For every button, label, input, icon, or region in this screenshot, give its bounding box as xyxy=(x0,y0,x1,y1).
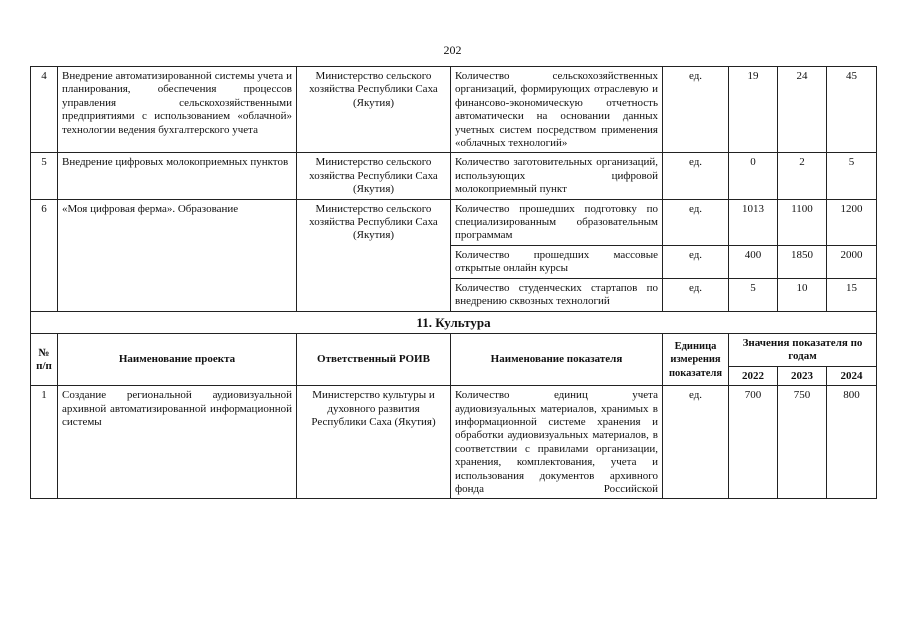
header-year-2024: 2024 xyxy=(827,366,877,385)
indicator-name: Количество прошедших подготовку по специализированным образовательным программам xyxy=(451,199,663,245)
header-roiv: Ответственный РОИВ xyxy=(297,333,451,385)
value-2022: 1013 xyxy=(729,199,778,245)
value-2023: 2 xyxy=(778,153,827,199)
value-2024: 1200 xyxy=(827,199,877,245)
table-row xyxy=(31,153,877,199)
header-unit: Единица измерения показателя xyxy=(663,333,729,385)
project-name: «Моя цифровая ферма». Образование xyxy=(58,199,297,311)
value-2024: 45 xyxy=(827,67,877,153)
value-2022: 400 xyxy=(729,245,778,278)
project-name: Внедрение автоматизированной системы учета и планирования, обеспечения процессов управления сельскохозяйственными предприятиями с использованием «облачной» технологии ведения бухгалтерского учета xyxy=(58,67,297,153)
header-indicator: Наименование показателя xyxy=(451,333,663,385)
responsible-roiv: Министерство сельского хозяйства Республики Саха (Якутия) xyxy=(297,67,451,153)
unit: ед. xyxy=(663,245,729,278)
row-number: 5 xyxy=(31,153,58,199)
row-number: 1 xyxy=(31,386,58,499)
unit: ед. xyxy=(663,67,729,153)
indicator-name: Количество сельскохозяйственных организаций, формирующих отраслевую и финансово-экономическую отчетность автоматически на основании данных учетных систем посредством применения «облачных технологий» xyxy=(451,67,663,153)
unit: ед. xyxy=(663,386,729,499)
row-number: 6 xyxy=(31,199,58,311)
unit: ед. xyxy=(663,199,729,245)
value-2023: 24 xyxy=(778,67,827,153)
unit: ед. xyxy=(663,153,729,199)
table-row xyxy=(31,386,877,499)
header-year-2023: 2023 xyxy=(778,366,827,385)
unit: ед. xyxy=(663,278,729,311)
value-2024: 15 xyxy=(827,278,877,311)
value-2024: 5 xyxy=(827,153,877,199)
section-title: 11. Культура xyxy=(31,311,877,333)
responsible-roiv: Министерство культуры и духовного развития Республики Саха (Якутия) xyxy=(297,386,451,499)
header-num: № п/п xyxy=(31,333,58,385)
value-2022: 5 xyxy=(729,278,778,311)
responsible-roiv: Министерство сельского хозяйства Республики Саха (Якутия) xyxy=(297,153,451,199)
value-2024: 2000 xyxy=(827,245,877,278)
indicator-name: Количество единиц учета аудиовизуальных материалов, хранимых в информационной системе хранения и обработки аудиовизуальных материалов, в соответствии с правилами организации, хранения, комплектования, учета и использования документов архивного фонда Российской xyxy=(451,386,663,499)
table-row xyxy=(31,67,877,153)
project-name: Создание региональной аудиовизуальной архивной автоматизированной информационной системы xyxy=(58,386,297,499)
header-year-2022: 2022 xyxy=(729,366,778,385)
value-2022: 700 xyxy=(729,386,778,499)
section-row xyxy=(31,311,877,333)
value-2022: 19 xyxy=(729,67,778,153)
header-row xyxy=(31,333,877,366)
value-2024: 800 xyxy=(827,386,877,499)
header-values: Значения показателя по годам xyxy=(729,333,877,366)
value-2022: 0 xyxy=(729,153,778,199)
indicator-name: Количество заготовительных организаций, использующих цифровой молокоприемный пункт xyxy=(451,153,663,199)
indicators-table xyxy=(30,66,877,499)
indicator-name: Количество студенческих стартапов по внедрению сквозных технологий xyxy=(451,278,663,311)
row-number: 4 xyxy=(31,67,58,153)
header-project: Наименование проекта xyxy=(58,333,297,385)
project-name: Внедрение цифровых молокоприемных пунктов xyxy=(58,153,297,199)
value-2023: 750 xyxy=(778,386,827,499)
value-2023: 1850 xyxy=(778,245,827,278)
table-row xyxy=(31,199,877,245)
value-2023: 1100 xyxy=(778,199,827,245)
page-number: 202 xyxy=(443,43,462,57)
value-2023: 10 xyxy=(778,278,827,311)
indicator-name: Количество прошедших массовые открытые онлайн курсы xyxy=(451,245,663,278)
responsible-roiv: Министерство сельского хозяйства Республики Саха (Якутия) xyxy=(297,199,451,311)
